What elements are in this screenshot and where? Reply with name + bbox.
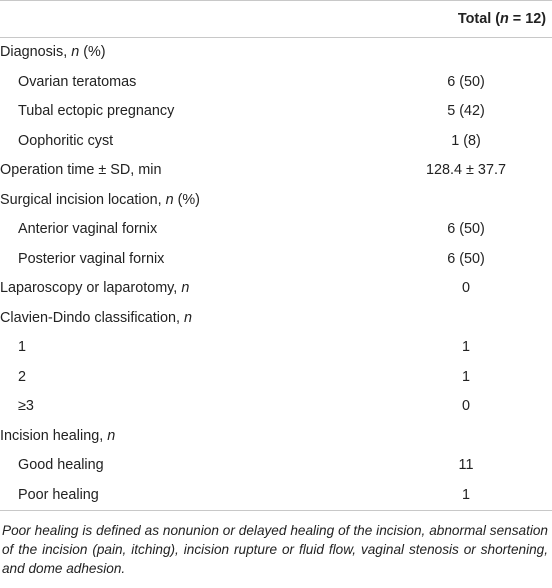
row-label-text: Clavien-Dindo classification, [0, 309, 184, 326]
table-row [0, 481, 552, 511]
row-label-text: Laparoscopy or laparotomy, [0, 280, 182, 296]
row-label [0, 68, 380, 98]
row-label-text: Posterior vaginal fornix [18, 250, 165, 267]
row-label-text: Diagnosis, [0, 44, 72, 60]
header-total-suffix: = 12) [508, 11, 546, 27]
row-label-text: 1 [18, 339, 27, 355]
row-label [0, 245, 380, 275]
row-label [0, 392, 380, 422]
row-label [0, 422, 380, 452]
table-row [0, 333, 552, 363]
row-label [0, 274, 380, 304]
table-row [0, 38, 552, 68]
row-label-text: Oophoritic cyst [18, 132, 114, 149]
table-row [0, 156, 552, 186]
row-value: 1 [380, 481, 552, 511]
row-value: 1 [461, 368, 470, 385]
row-label [0, 186, 380, 216]
row-value: 0 [461, 280, 470, 296]
row-label-italic: n [71, 44, 80, 60]
row-value: 0 [461, 398, 470, 414]
row-value: 1 [461, 339, 470, 355]
row-label-italic: n [107, 427, 116, 444]
table-row [0, 363, 552, 393]
header-total-cell [380, 1, 552, 38]
row-label-text: 2 [18, 368, 27, 385]
row-label-text: Good healing [18, 457, 104, 473]
table-row [0, 97, 552, 127]
row-value: 6 (50) [447, 221, 485, 237]
row-label [0, 156, 380, 186]
row-label [0, 127, 380, 157]
row-label-text: Incision healing, [0, 427, 108, 444]
table-footnote: Poor healing is defined as nonunion or delayed healing of the incision, abnormal sensation of the incision (pain, itching), incision rupture or fluid flow, vaginal stenosis or shortening, and dome adhesion. [2, 523, 548, 576]
row-value [380, 186, 552, 216]
row-label [0, 481, 380, 511]
row-label-italic: n [165, 191, 174, 208]
row-value: 5 (42) [447, 103, 485, 119]
table-row [0, 274, 552, 304]
row-value: 128.4 ± 37.7 [426, 162, 506, 178]
row-label-suffix: (%) [173, 191, 200, 208]
table-body [0, 38, 552, 511]
header-label-cell [0, 1, 380, 38]
header-total-prefix: Total ( [457, 11, 500, 27]
row-value: 6 (50) [447, 250, 485, 267]
row-value: 1 (8) [451, 132, 481, 149]
row-label-text: Tubal ectopic pregnancy [18, 103, 175, 119]
row-label [0, 304, 380, 334]
row-label-suffix: (%) [79, 44, 106, 60]
table-header-row [0, 1, 552, 38]
table-row [0, 186, 552, 216]
row-label-text: Surgical incision location, [0, 191, 166, 208]
row-label-text: Ovarian teratomas [18, 73, 137, 90]
table-row [0, 68, 552, 98]
row-label [0, 38, 380, 68]
row-value: 6 (50) [447, 73, 485, 90]
row-label-italic: n [183, 309, 192, 326]
table-row [0, 304, 552, 334]
row-label-text: Anterior vaginal fornix [18, 221, 158, 237]
row-value [380, 422, 552, 452]
row-value [380, 38, 552, 68]
table-row [0, 451, 552, 481]
table-row [0, 127, 552, 157]
row-label [0, 363, 380, 393]
row-label-text: Operation time ± SD, min [0, 162, 162, 178]
row-label [0, 451, 380, 481]
table-row [0, 215, 552, 245]
row-label [0, 215, 380, 245]
row-label [0, 97, 380, 127]
table-row [0, 392, 552, 422]
table-row [0, 422, 552, 452]
row-label-text: ≥3 [18, 398, 34, 414]
row-value [380, 304, 552, 334]
row-label-text: Poor healing [18, 486, 99, 503]
row-label-italic: n [181, 280, 190, 296]
row-label [0, 333, 380, 363]
row-value: 11 [458, 457, 474, 473]
table-row [0, 245, 552, 275]
header-total-n: n [500, 11, 509, 27]
